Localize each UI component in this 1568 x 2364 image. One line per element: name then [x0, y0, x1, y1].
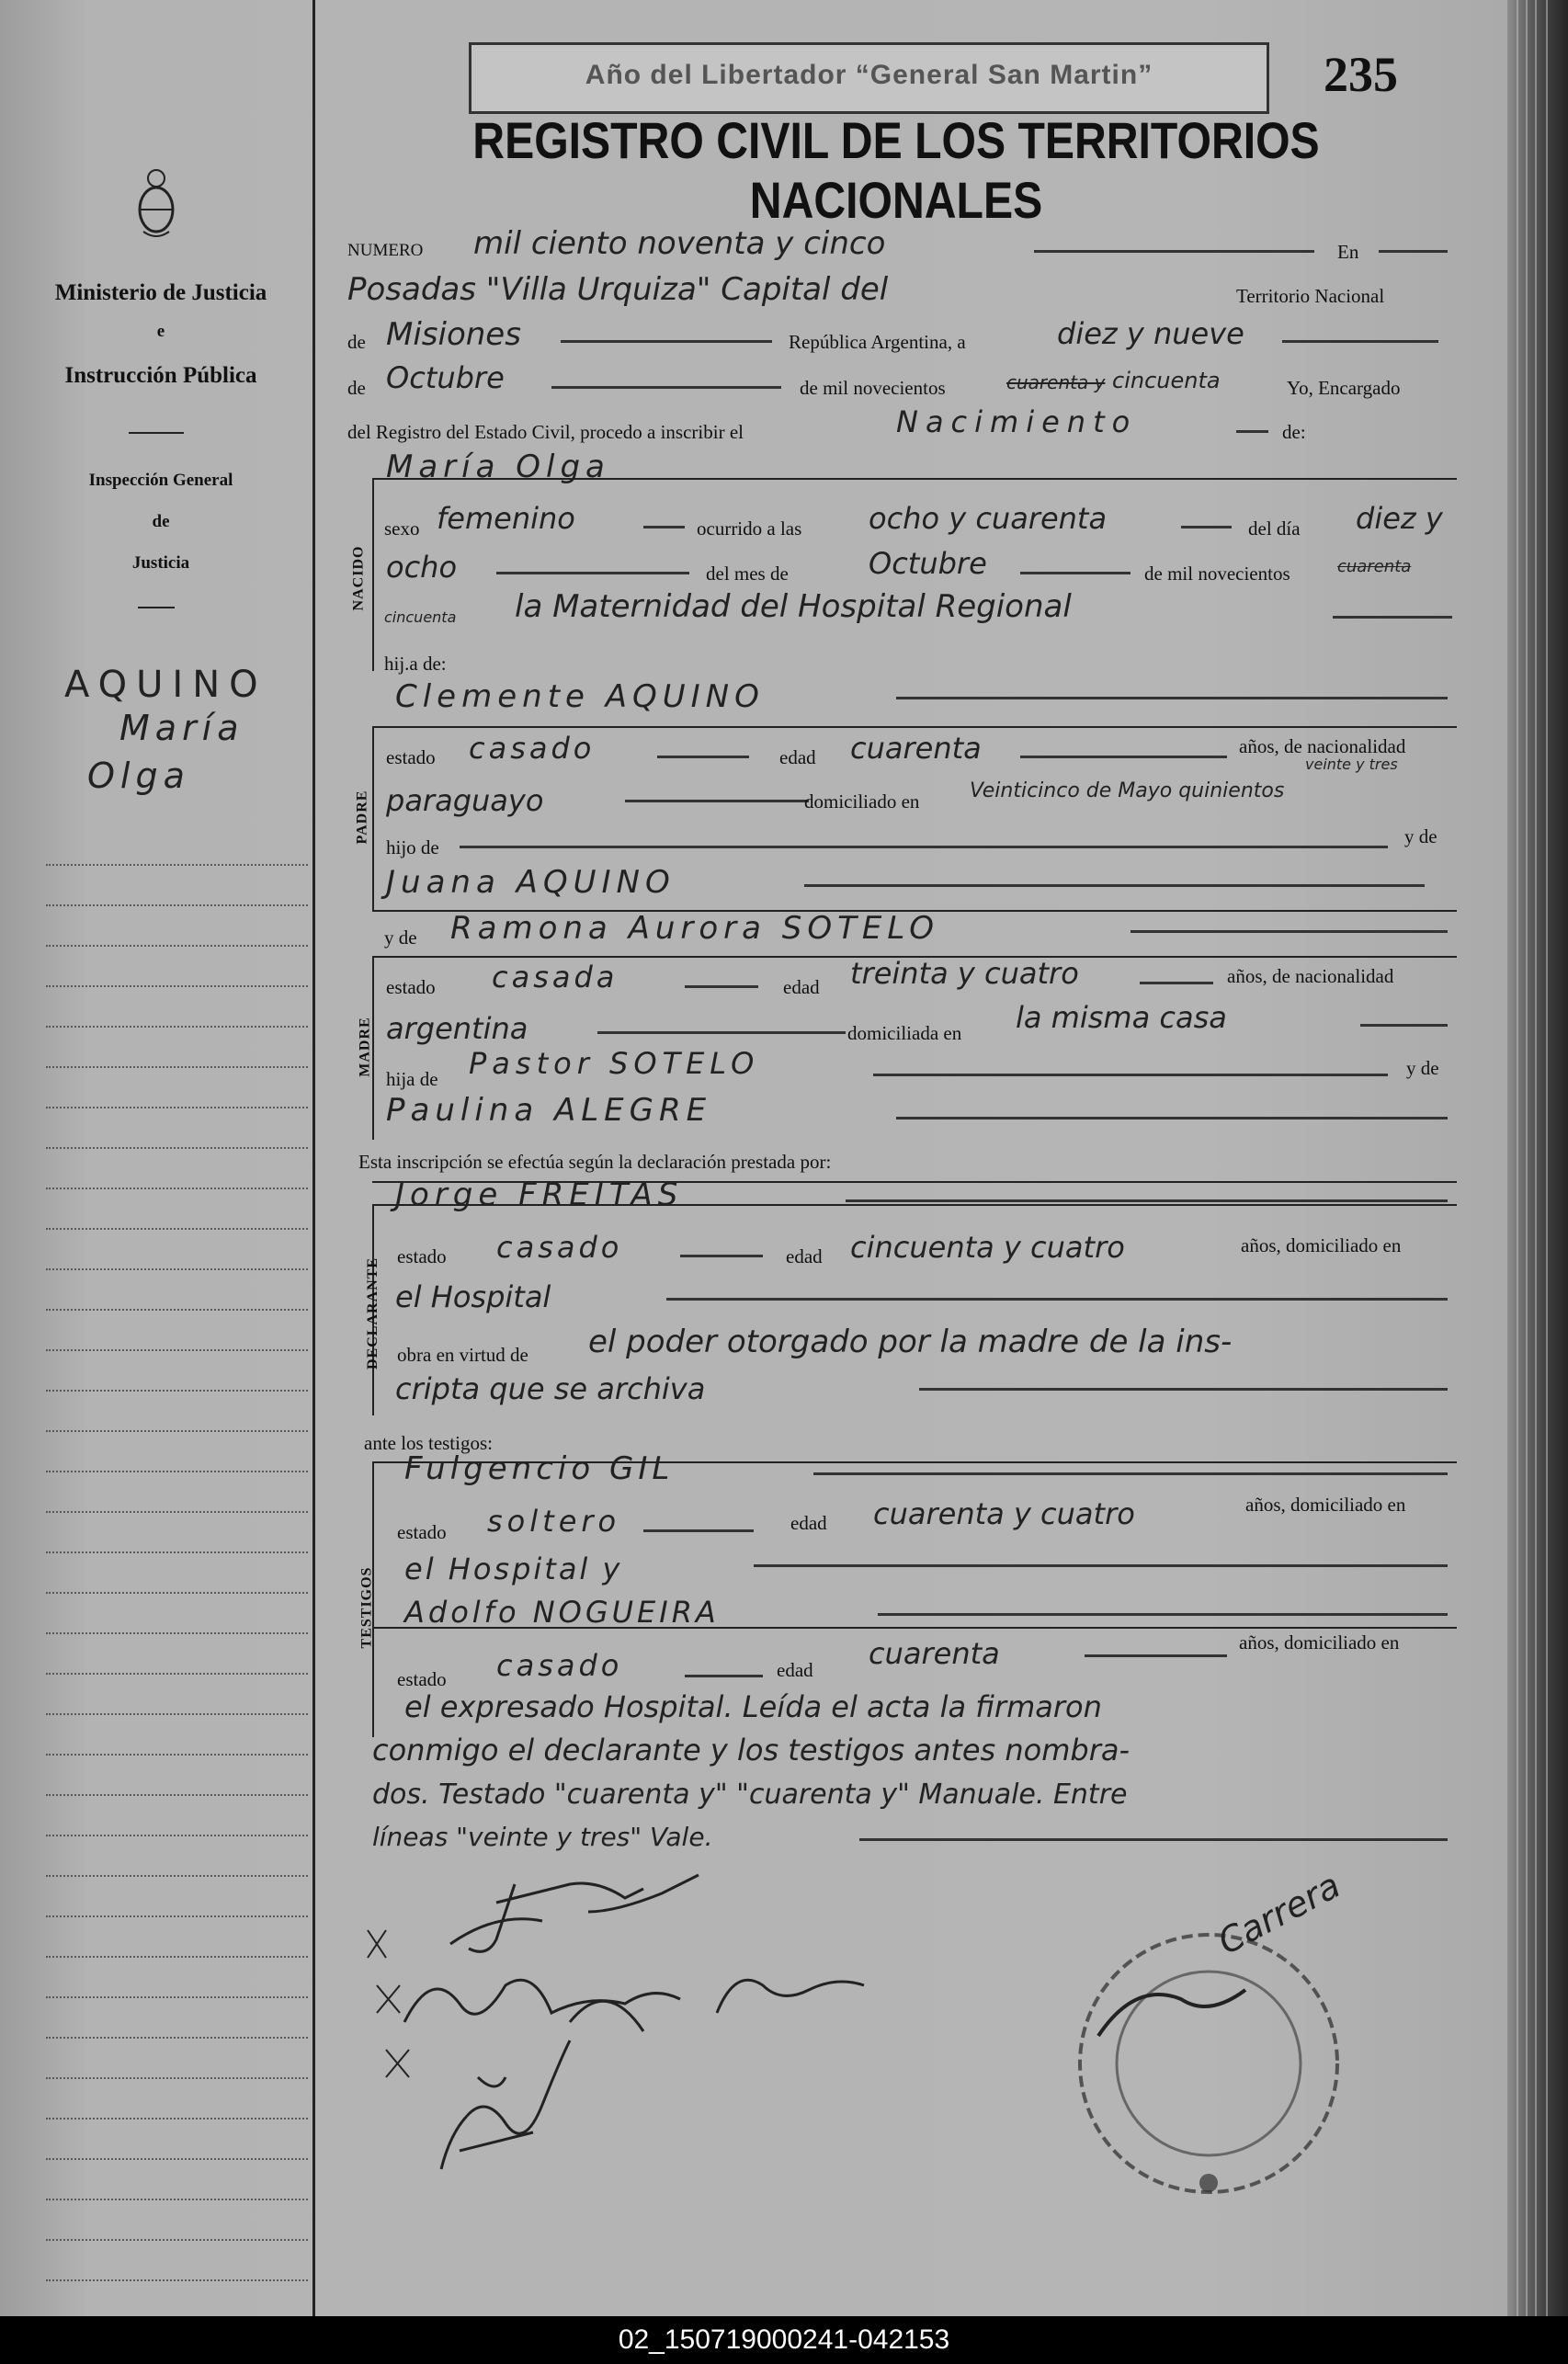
blank-line — [1333, 616, 1452, 619]
margin-ruling — [46, 1551, 308, 1553]
label-domiciliado: domiciliado en — [804, 790, 920, 813]
divider — [138, 607, 175, 608]
field-poder-2: cripta que se archiva — [395, 1371, 706, 1406]
field-abuela-paterna: Juana AQUINO — [386, 864, 676, 901]
field-sexo: femenino — [437, 501, 575, 536]
field-madre-estado: casada — [492, 960, 619, 994]
official-seal — [1062, 1916, 1356, 2211]
label-yo: Yo, Encargado — [1287, 377, 1401, 399]
margin-surname: AQUINO — [64, 664, 267, 706]
label-de: de — [347, 331, 366, 353]
blank-line — [685, 1675, 763, 1677]
blank-line — [1379, 250, 1448, 253]
margin-ruling — [46, 1066, 308, 1068]
blank-line — [551, 386, 781, 389]
field-acto: Nacimiento — [896, 404, 1138, 439]
blank-line — [680, 1255, 763, 1257]
label-sexo: sexo — [384, 517, 420, 540]
blank-line — [597, 1031, 846, 1034]
blank-line — [878, 1613, 1448, 1616]
stamp-text: Año del Libertador “General San Martin” — [585, 60, 1153, 90]
label-anos-dom-t1: años, domiciliado en — [1245, 1494, 1406, 1516]
label-y-de: y de — [1404, 825, 1437, 847]
blank-line — [1020, 756, 1227, 758]
label-en: En — [1337, 241, 1359, 263]
field-numero: mil ciento noventa y cinco — [473, 225, 886, 262]
blank-line — [1181, 526, 1232, 528]
field-padre-domicilio-add: veinte y tres — [1305, 756, 1398, 773]
margin-ruling — [46, 2037, 308, 2039]
ministry-line3: Instrucción Pública — [64, 363, 257, 388]
field-cierre-2: conmigo el declarante y los testigos antes nombra- — [372, 1733, 1130, 1767]
margin-ruling — [46, 1147, 308, 1149]
blank-line — [873, 1074, 1388, 1076]
blank-line — [1020, 572, 1131, 574]
margin-ruling — [46, 1430, 308, 1432]
blank-line — [625, 800, 809, 802]
blank-line — [919, 1388, 1448, 1391]
label-del-mes: del mes de — [706, 563, 789, 585]
margin-given-name-2: Olga — [87, 756, 190, 796]
stamp-box — [469, 42, 1269, 114]
field-padre-nombre: Clemente AQUINO — [395, 678, 765, 715]
blank-line — [643, 1529, 754, 1532]
margin-ruling — [46, 945, 308, 947]
margin-ruling — [46, 1915, 308, 1917]
field-padre-estado: casado — [469, 731, 596, 766]
margin-ruling — [46, 1107, 308, 1108]
field-madre-nac: argentina — [386, 1011, 528, 1046]
label-inscripcion: Esta inscripción se efectúa según la declaración prestada por: — [358, 1151, 832, 1173]
page-edge — [1535, 0, 1537, 2316]
field-testigo1-dom: el Hospital y — [404, 1551, 623, 1586]
blank-line — [666, 1298, 1448, 1301]
margin-ruling — [46, 1794, 308, 1796]
label-de-2: de — [347, 377, 366, 399]
blank-line — [1236, 430, 1268, 433]
margin-ruling — [46, 2158, 308, 2160]
label-del-dia: del día — [1248, 517, 1301, 540]
label-republica: República Argentina, a — [789, 331, 966, 353]
margin-ruling — [46, 1713, 308, 1715]
blank-line — [813, 1472, 1448, 1475]
margin-ruling — [46, 985, 308, 987]
label-hijo-a: hij.a de: — [384, 653, 447, 675]
margin-ruling — [46, 1309, 308, 1311]
blank-line — [859, 1838, 1448, 1841]
field-cierre-3: dos. Testado "cuarenta y" "cuarenta y" Manuale. Entre — [372, 1779, 1128, 1811]
field-declarante-edad: cincuenta y cuatro — [850, 1230, 1125, 1265]
field-nombre: María Olga — [386, 449, 610, 485]
ministry-line1: Ministerio de Justicia — [54, 280, 267, 305]
field-dia-nac-2: ocho — [386, 550, 458, 585]
margin-ruling — [46, 2118, 308, 2120]
field-hora: ocho y cuarenta — [869, 501, 1108, 536]
field-anio: cincuenta — [1112, 368, 1221, 393]
label-ante: ante los testigos: — [364, 1432, 493, 1454]
blank-line — [804, 884, 1425, 887]
label-hijo-de: hijo de — [386, 836, 439, 858]
signature-testigo2 — [368, 2022, 625, 2188]
label-estado-madre: estado — [386, 976, 436, 998]
blank-line — [1034, 250, 1314, 253]
margin-ruling — [46, 1956, 308, 1958]
field-testigo2-edad: cuarenta — [869, 1636, 1000, 1671]
inspection-line2: de — [152, 512, 170, 531]
label-obra: obra en virtud de — [397, 1344, 528, 1366]
field-testigo2: Adolfo NOGUEIRA — [404, 1595, 720, 1630]
field-anio-nac: cincuenta — [384, 608, 457, 626]
field-testigo1-estado: soltero — [487, 1504, 621, 1539]
field-testigo2-estado: casado — [496, 1648, 623, 1683]
label-padre: PADRE — [354, 790, 370, 845]
blank-line — [643, 526, 685, 528]
field-dia-nac-1: diez y — [1356, 501, 1443, 536]
label-estado: estado — [386, 746, 436, 768]
blank-line — [685, 985, 758, 988]
margin-ruling — [46, 1875, 308, 1877]
field-territorio: Misiones — [386, 316, 521, 353]
field-mes-nac: Octubre — [869, 546, 987, 581]
label-anos-dom: años, domiciliado en — [1241, 1234, 1402, 1256]
label-edad-t2: edad — [777, 1659, 813, 1681]
label-de-colon: de: — [1282, 421, 1306, 443]
field-padre-nac: paraguayo — [386, 783, 544, 818]
label-edad: edad — [779, 746, 816, 768]
field-madre-nombre: Ramona Aurora SOTELO — [450, 910, 940, 947]
field-dia: diez y nueve — [1057, 316, 1244, 351]
blank-line — [1131, 930, 1448, 933]
margin-ruling — [46, 2199, 308, 2200]
margin-line — [312, 0, 315, 2316]
margin-given-name-1: María — [119, 708, 244, 748]
page-edge — [1517, 0, 1518, 2316]
page-edge — [1546, 0, 1548, 2316]
blank-line — [846, 1199, 1448, 1202]
left-margin — [0, 0, 312, 2316]
label-hija-de: hija de — [386, 1068, 438, 1090]
margin-ruling — [46, 1592, 308, 1594]
field-cierre-1: el expresado Hospital. Leída el acta la firmaron — [404, 1689, 1102, 1724]
margin-ruling — [46, 1632, 308, 1634]
label-anos-nac: años, de nacionalidad — [1239, 735, 1406, 757]
label-ocurrido: ocurrido a las — [697, 517, 802, 540]
field-lugar: Posadas "Villa Urquiza" Capital del — [347, 271, 889, 308]
field-abuelo-materno: Pastor SOTELO — [469, 1046, 760, 1081]
blank-line — [460, 846, 1388, 848]
blank-line — [896, 1117, 1448, 1119]
field-testigo1-edad: cuarenta y cuatro — [873, 1496, 1135, 1531]
field-madre-edad: treinta y cuatro — [850, 956, 1079, 991]
label-anos-nac-madre: años, de nacionalidad — [1227, 965, 1394, 987]
label-testigos: TESTIGOS — [358, 1566, 375, 1649]
page-title: REGISTRO CIVIL DE LOS TERRITORIOS NACIONALES — [472, 111, 1320, 229]
margin-ruling — [46, 864, 308, 866]
margin-ruling — [46, 2077, 308, 2079]
label-de-mil-2: de mil novecientos — [1144, 563, 1290, 585]
field-declarante: Jorge FREITAS — [395, 1176, 684, 1213]
section-rule — [372, 1204, 1457, 1206]
label-madre: MADRE — [357, 1017, 373, 1077]
label-numero: NUMERO — [347, 241, 424, 260]
label-y-de-hija: y de — [1406, 1057, 1439, 1079]
inspection-line3: Justicia — [131, 553, 190, 573]
blank-line — [754, 1564, 1448, 1567]
section-bracket — [372, 478, 374, 671]
margin-ruling — [46, 1754, 308, 1756]
label-y-de-madre: y de — [384, 926, 417, 949]
blank-line — [896, 697, 1448, 699]
label-declarante: DECLARANTE — [365, 1256, 381, 1370]
margin-ruling — [46, 2279, 308, 2281]
label-anos-dom-t2: años, domiciliado en — [1239, 1631, 1400, 1654]
section-rule — [372, 726, 1457, 728]
label-registro: del Registro del Estado Civil, procedo a inscribir el — [347, 421, 744, 443]
blank-line — [496, 572, 689, 574]
margin-ruling — [46, 1390, 308, 1392]
section-rule — [372, 1181, 1457, 1183]
label-edad-t1: edad — [790, 1512, 827, 1534]
section-bracket — [372, 726, 374, 910]
margin-ruling — [46, 1511, 308, 1513]
label-estado-t1: estado — [397, 1521, 447, 1543]
blank-line — [1282, 340, 1438, 343]
blank-line — [1140, 982, 1213, 984]
field-declarante-estado: casado — [496, 1230, 623, 1265]
section-rule — [372, 1627, 1457, 1629]
blank-line — [657, 756, 749, 758]
ministry-line2: e — [156, 322, 165, 341]
margin-ruling — [46, 2239, 308, 2241]
label-nacido: NACIDO — [350, 545, 367, 611]
margin-ruling — [46, 1188, 308, 1189]
margin-ruling — [46, 904, 308, 906]
margin-ruling — [46, 1996, 308, 1998]
margin-ruling — [46, 1835, 308, 1836]
field-mes: Octubre — [386, 360, 505, 395]
inspection-line1: Inspección General — [88, 471, 233, 490]
field-padre-domicilio: Veinticinco de Mayo quinientos — [970, 779, 1285, 802]
label-estado-decl: estado — [397, 1245, 447, 1267]
book-edge — [1507, 0, 1568, 2316]
margin-ruling — [46, 1268, 308, 1270]
page-number: 235 — [1324, 47, 1398, 102]
margin-ruling — [46, 1673, 308, 1675]
field-anio-struck: cuarenta y — [1006, 371, 1106, 393]
label-de-mil: de mil novecientos — [800, 377, 946, 399]
field-padre-edad: cuarenta — [850, 731, 982, 766]
blank-line — [561, 340, 772, 343]
divider — [129, 432, 184, 434]
field-anio-nac-struck: cuarenta — [1337, 557, 1412, 576]
field-testigo1: Fulgencio GIL — [404, 1450, 675, 1487]
field-lugar-nac: la Maternidad del Hospital Regional — [515, 588, 1072, 625]
image-id-caption: 02_150719000241-042153 — [0, 2316, 1568, 2364]
field-declarante-dom: el Hospital — [395, 1279, 551, 1314]
field-poder-1: el poder otorgado por la madre de la ins- — [588, 1324, 1233, 1360]
field-firma-registro: Carrera — [1211, 1864, 1347, 1963]
field-madre-domicilio: la misma casa — [1016, 1000, 1227, 1035]
label-edad-madre: edad — [783, 976, 820, 998]
label-edad-decl: edad — [786, 1245, 823, 1267]
label-domiciliada: domiciliada en — [847, 1022, 962, 1044]
argentine-coat-of-arms-icon — [136, 165, 176, 239]
margin-ruling — [46, 1471, 308, 1472]
label-territorio: Territorio Nacional — [1236, 285, 1385, 307]
blank-line — [1360, 1024, 1448, 1027]
field-abuela-materna: Paulina ALEGRE — [386, 1092, 712, 1129]
page-edge — [1526, 0, 1528, 2316]
margin-ruling — [46, 1349, 308, 1351]
field-cierre-4: líneas "veinte y tres" Vale. — [372, 1822, 713, 1852]
margin-ruling — [46, 1228, 308, 1230]
margin-ruling — [46, 1026, 308, 1028]
label-estado-t2: estado — [397, 1668, 447, 1690]
blank-line — [1085, 1654, 1227, 1657]
